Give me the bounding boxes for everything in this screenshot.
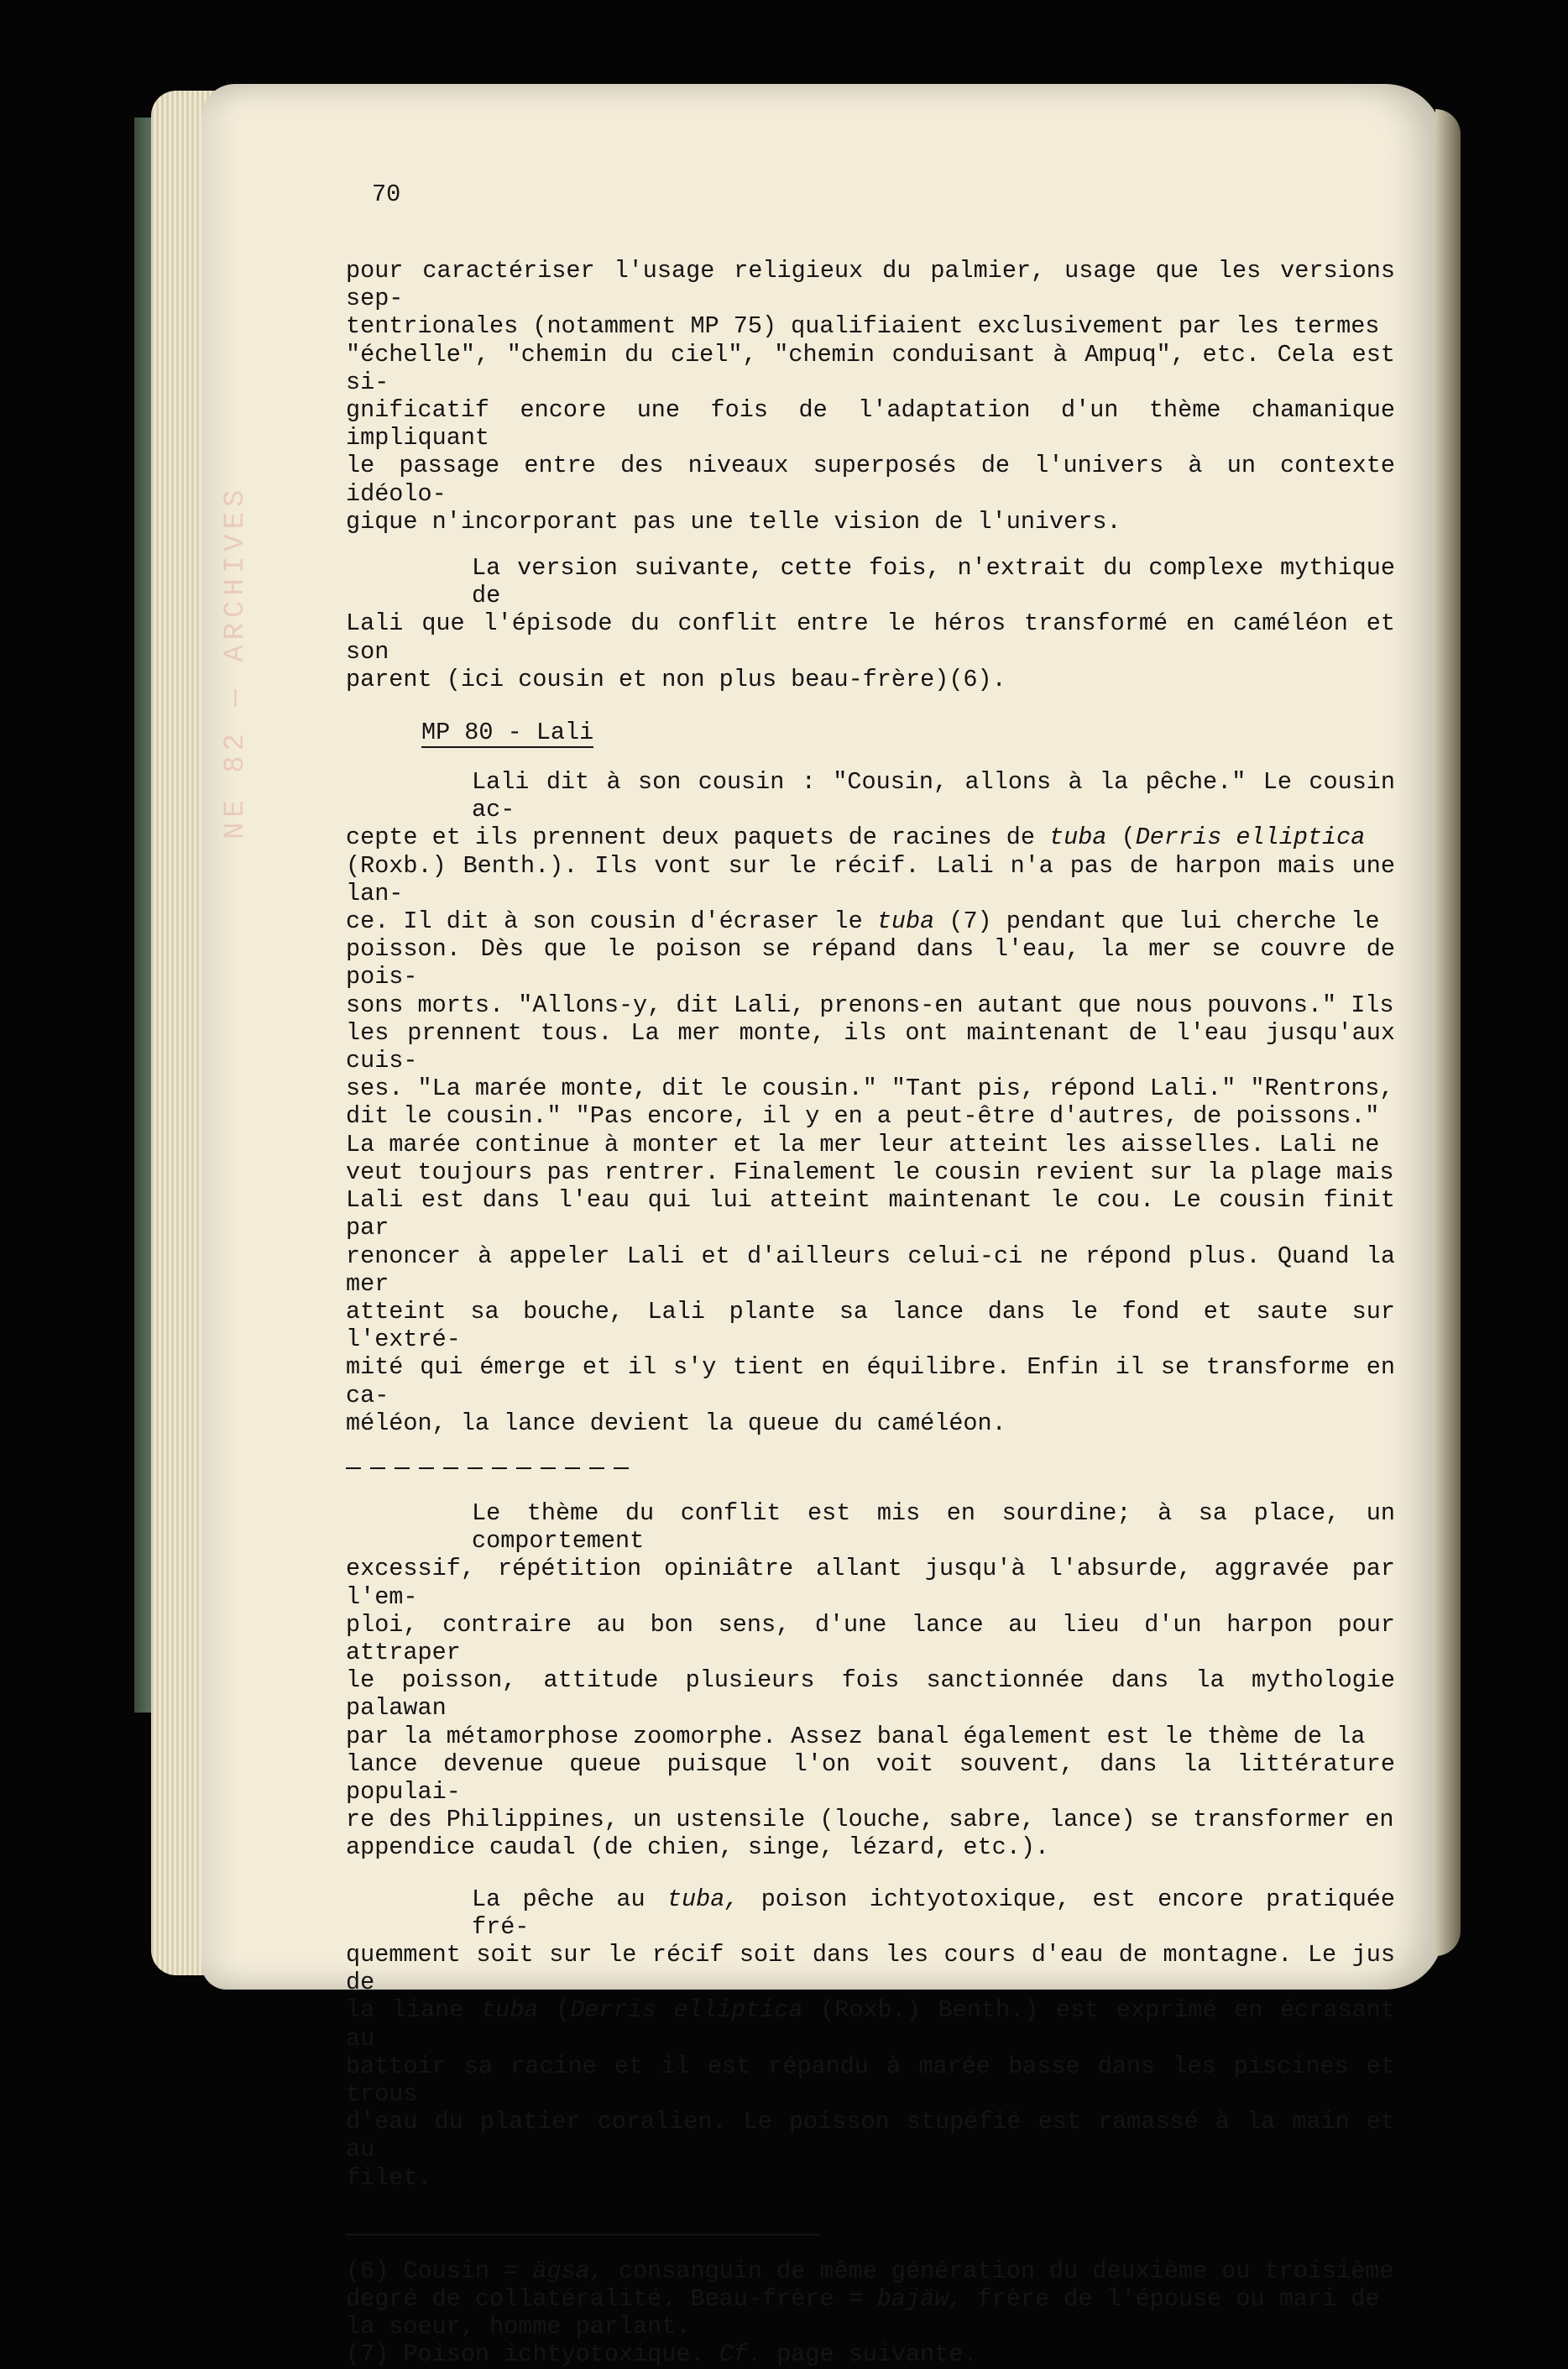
text-line: gique n'incorporant pas une telle vision de l'univers.	[346, 507, 1121, 536]
commentary-paragraph	[346, 1499, 1395, 1862]
text-line: Lali que l'épisode du conflit entre le héros transformé en caméléon et son	[346, 609, 1395, 666]
text-line: sons morts. "Allons-y, dit Lali, prenons-en autant que nous pouvons." Ils	[346, 991, 1394, 1019]
text-line: cepte et ils prennent deux paquets de racines de tuba (Derris elliptica	[346, 824, 1366, 852]
text-line: quemment soit sur le récif soit dans les cours d'eau de montagne. Le jus de	[346, 1940, 1395, 1997]
text-line: renoncer à appeler Lali et d'ailleurs celui-ci ne répond plus. Quand la mer	[346, 1242, 1395, 1298]
text-line: le poisson, attitude plusieurs fois sanctionnée dans la mythologie palawan	[346, 1666, 1395, 1723]
text-line: pour caractériser l'usage religieux du palmier, usage que les versions sep-	[346, 257, 1395, 313]
margin-stamp: NE 82 — ARCHIVES	[220, 484, 252, 839]
text-line: degré de collatéralité. Beau-frère = bajäw, frère de l'épouse ou mari de	[346, 2285, 1380, 2313]
term-tuba: tuba	[481, 1996, 539, 2025]
text-line: "échelle", "chemin du ciel", "chemin conduisant à Ampuq", etc. Cela est si-	[346, 340, 1395, 396]
myth-paragraph	[346, 768, 1395, 1437]
text-line: appendice caudal (de chien, singe, lézard, etc.).	[346, 1833, 1050, 1862]
text-line: La marée continue à monter et la mer leur atteint les aisselles. Lali ne	[346, 1130, 1380, 1158]
text-line: filet.	[346, 2163, 432, 2192]
footnotes	[346, 2257, 1395, 2369]
myth-title: MP 80 - Lali	[421, 719, 594, 747]
text-line: mité qui émerge et il s'y tient en équilibre. Enfin il se transforme en ca-	[346, 1353, 1395, 1409]
term-tuba: tuba,	[666, 1885, 740, 1913]
text-line: Lali dit à son cousin : "Cousin, allons à la pêche." Le cousin ac-	[472, 768, 1395, 824]
text-line: d'eau du platier coralien. Le poisson stupéfié est ramassé à la main et au	[346, 2108, 1395, 2164]
text-line: la liane tuba (Derris elliptica (Roxb.) Benth.) est exprimé en écrasant au	[346, 1996, 1395, 2053]
text-line: Le thème du conflit est mis en sourdine; à sa place, un comportement	[472, 1498, 1395, 1556]
text-line: ses. "La marée monte, dit le cousin." "Tant pis, répond Lali." "Rentrons,	[346, 1075, 1394, 1103]
text-line: battoir sa racine et il est répandu à marée basse dans les piscines et trous	[346, 2052, 1395, 2108]
footnote-7: (7) Poison ichtyotoxique. Cf. page suivante.	[346, 2340, 978, 2369]
page-gutter-shadow	[1435, 109, 1461, 1956]
text-line: le passage entre des niveaux superposés de l'univers à un contexte idéolo-	[346, 452, 1395, 508]
text-line: gnificatif encore une fois de l'adaptation d'un thème chamanique impliquant	[346, 396, 1395, 452]
term-tuba: tuba	[1049, 824, 1107, 852]
term-derris: Derris elliptica	[1135, 824, 1366, 852]
version-paragraph	[346, 554, 1395, 693]
text-line: ce. Il dit à son cousin d'écraser le tuba (7) pendant que lui cherche le	[346, 907, 1380, 936]
text-line: la soeur, homme parlant.	[346, 2313, 691, 2341]
text-line: excessif, répétition opiniâtre allant jusqu'à l'absurde, aggravée par l'em-	[346, 1555, 1395, 1611]
text-line: dit le cousin." "Pas encore, il y en a peut-être d'autres, de poissons."	[346, 1102, 1380, 1131]
text-line: (Roxb.) Benth.). Ils vont sur le récif. Lali n'a pas de harpon mais une lan-	[346, 851, 1395, 907]
footnote-6: (6) Cousin = ägsa, consanguin de même génération du deuxième ou troisième	[346, 2257, 1394, 2285]
text-line: les prennent tous. La mer monte, ils ont maintenant de l'eau jusqu'aux cuis-	[346, 1018, 1395, 1075]
term-bajaw: bajäw,	[876, 2285, 964, 2313]
text-line: ploi, contraire au bon sens, d'une lance au lieu d'un harpon pour attraper	[346, 1610, 1395, 1666]
text-line: Lali est dans l'eau qui lui atteint maintenant le cou. Le cousin finit par	[346, 1186, 1395, 1242]
text-line: La pêche au tuba, poison ichtyotoxique, est encore pratiquée fré-	[472, 1885, 1395, 1941]
text-line: veut toujours pas rentrer. Finalement le cousin revient sur la plage mais	[346, 1158, 1394, 1186]
term-tuba: tuba	[876, 907, 935, 936]
text-line: par la métamorphose zoomorphe. Assez banal également est le thème de la	[346, 1722, 1366, 1750]
text-line: poisson. Dès que le poison se répand dans l'eau, la mer se couvre de pois-	[346, 935, 1395, 991]
text-line: re des Philippines, un ustensile (louche, sabre, lance) se transformer en	[346, 1806, 1394, 1834]
term-agsa: ägsa,	[532, 2257, 604, 2285]
text-line: lance devenue queue puisque l'on voit souvent, dans la littérature populai-	[346, 1749, 1395, 1806]
text-line: atteint sa bouche, Lali plante sa lance dans le fond et saute sur l'extré-	[346, 1297, 1395, 1354]
term-cf: Cf.	[719, 2340, 762, 2369]
text-line: méléon, la lance devient la queue du caméléon.	[346, 1409, 1006, 1437]
page-number: 70	[372, 180, 401, 208]
page-content	[346, 180, 1395, 2369]
text-line: tentrionales (notamment MP 75) qualifiaient exclusivement par les termes	[346, 312, 1380, 341]
term-derris: Derris elliptica	[570, 1996, 803, 2025]
intro-paragraph	[346, 257, 1395, 536]
fishing-paragraph	[346, 1885, 1395, 2192]
text-line: parent (ici cousin et non plus beau-frère)(6).	[346, 665, 1006, 693]
text-line: La version suivante, cette fois, n'extrait du complexe mythique de	[472, 554, 1395, 610]
